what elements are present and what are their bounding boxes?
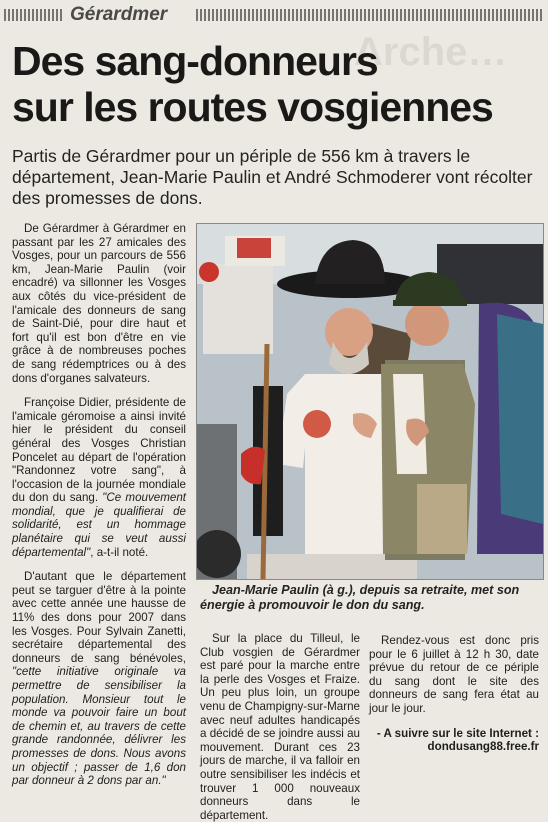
headline-line-1: Des sang-donneurs — [12, 38, 378, 84]
section-rule-left — [4, 9, 64, 21]
body-paragraph-4: Sur la place du Tilleul, le Club vosgien de Gérardmer est paré pour la marche entre la perle des Vosges et Fraize. Un peu plus loin, un groupe venu de Champigny-sur-Marne avec neuf adultes handicapés a décidé de se joindre aussi au mouvement. Durant ces 23 jours de marche, il va falloir en outre sensibiliser les indécis et trouver 1 000 nouveaux donneurs dans le département. — [200, 632, 360, 822]
headline — [12, 38, 532, 130]
column-1 — [12, 222, 186, 788]
section-title: Gérardmer — [70, 4, 168, 25]
zanetti-quote: "cette initiative originale va permettre de sensibiliser la population. Monsieur tout le monde va pouvoir faire un bout de chemin et, au travers de cette grande randonnée, délivrer les promesses de dons. Nous avons un objectif ; passer de 1,6 don par donneur à 2 dons par an." — [12, 665, 186, 788]
lead-paragraph: Partis de Gérardmer pour un périple de 556 km à travers le département, Jean-Marie Paulin et André Schmoderer vont récolter des promesses de dons. — [12, 146, 533, 208]
body-paragraph-2 — [12, 396, 186, 559]
body-paragraph-1: De Gérardmer à Gérardmer en passant par les 27 amicales des Vosges, pour un parcours de 556 km, Jean-Marie Paulin (voir encadré) va sillonner les Vosges aux côtés du vice-président de l'amicale des donneurs de sang de Saint-Dié, pour dire haut et fort qu'il est bon d'être en vie grâce à de nombreuses poches de sang rédemptrices ou à des dons d'organes salvateurs. — [12, 222, 186, 385]
section-rule-right — [196, 9, 544, 21]
body-paragraph-2-end: , a-t-il noté. — [90, 545, 149, 559]
photo-caption: Jean-Marie Paulin (à g.), depuis sa retraite, met son énergie à promouvoir le don du sang. — [200, 583, 520, 612]
web-reference — [369, 727, 539, 754]
facing-article-text: Arche… — [354, 32, 508, 74]
article-photo — [196, 223, 544, 580]
column-2 — [200, 632, 360, 822]
photo-illustration — [197, 224, 543, 579]
column-3 — [369, 632, 539, 765]
web-reference-text[interactable]: - A suivre sur le site Internet : dondusang88.free.fr — [376, 726, 539, 754]
poncelet-quote: "Ce mouvement mondial, que je qualifierai de solidarité, est un hommage planétaire qui se veut aussi départemental" — [12, 491, 186, 559]
headline-line-2: sur les routes vosgiennes — [12, 84, 493, 130]
body-paragraph-2-text: Françoise Didier, présidente de l'amicale géromoise a ainsi invité hier le président du conseil général des Vosges Christian Poncelet au départ de l'opération "Randonnez votre sang", à l'occasion de la journée mondiale du don du sang. — [12, 396, 186, 505]
body-paragraph-3-text: D'autant que le département peut se targuer d'être à la pointe avec cette année une hausse de 11% des dons pour 2007 dans les Vosges. Pour Sylvain Zanetti, secrétaire départemental des donneurs de sang bénévoles, — [12, 570, 186, 665]
section-header — [0, 3, 548, 27]
body-paragraph-5: Rendez-vous est donc pris pour le 6 juillet à 12 h 30, date prévue du retour de ce périple du sang dont le site des donneurs de sang fera état au jour le jour. — [369, 634, 539, 715]
body-paragraph-3 — [12, 570, 186, 788]
